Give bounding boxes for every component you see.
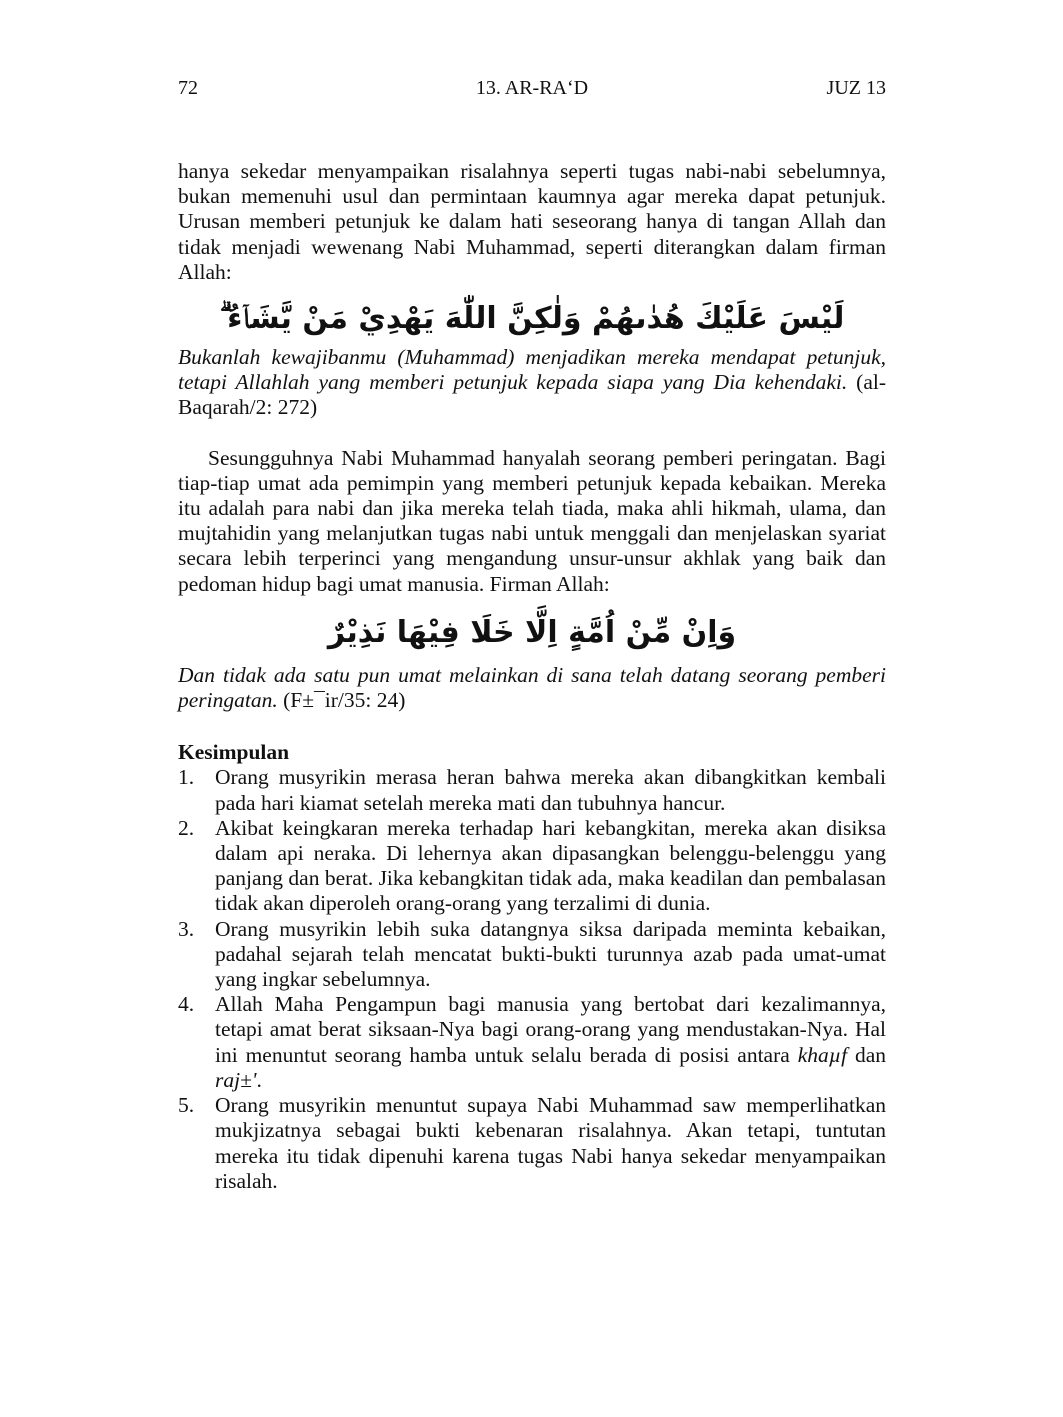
verse-2-reference: (F±¯ir/35: 24): [283, 688, 406, 713]
conclusion-heading: Kesimpulan: [178, 740, 290, 765]
page-body: [178, 159, 886, 1194]
list-item: [178, 816, 886, 917]
item-text: Orang musyrikin lebih suka datangnya siksa daripada meminta kebaikan, padahal sejarah telah mencatat bukti-bukti turunnya azab pada umat-umat yang ingkar sebelumnya.: [215, 916, 886, 992]
page-number: 72: [178, 77, 198, 99]
item-number: 1.: [178, 765, 195, 790]
item-number: 5.: [178, 1093, 195, 1118]
running-header: [178, 76, 886, 102]
paragraph-1: hanya sekedar menyampaikan risalahnya seperti tugas nabi-nabi sebelumnya, bukan memenuhi usul dan permintaan kaumnya agar mereka dapat petunjuk. Urusan memberi petunjuk ke dalam hati seseorang hanya di tangan Allah dan tidak menjadi wewenang Nabi Muhammad, seperti diterangkan dalam firman Allah:: [178, 159, 886, 284]
item-text: Orang musyrikin menuntut supaya Nabi Muhammad saw memperlihatkan mukjizatnya sebagai bukti kebenaran risalahnya. Akan tetapi, tuntutan mereka itu tidak dipenuhi karena tugas Nabi hanya sekedar menyampaikan risalah.: [215, 1093, 886, 1193]
item-number: 3.: [178, 916, 195, 941]
item-text: Allah Maha Pengampun bagi manusia yang bertobat dari kezalimannya, tetapi amat berat siksaan-Nya bagi orang-orang yang mendustakan-Nya. Hal ini menuntut seorang hamba untuk selalu berada di posisi antara: [215, 992, 886, 1067]
list-item: [178, 765, 886, 815]
item-text-end: .: [256, 1067, 262, 1092]
item-text-connector: dan: [854, 1042, 887, 1067]
chapter-title: 13. AR-RA‘D: [475, 77, 589, 99]
arabic-verse-1: لَيْسَ عَلَيْكَ هُدٰىهُمْ وَلٰكِنَّ اللّٰهَ يَهْدِيْ مَنْ يَّشَاۤءُ ۗ: [219, 301, 845, 337]
verse-1-reference: (al-Baqarah/2: 272): [178, 370, 887, 420]
term-raja: raj±': [215, 1067, 257, 1092]
conclusion-list: [178, 765, 886, 1193]
arabic-verse-2: وَاِنْ مِّنْ اُمَّةٍ اِلَّا خَلَا فِيْهَا نَذِيْرٌ: [327, 614, 737, 650]
verse-2-translation-block: [178, 663, 886, 713]
item-number: 4.: [178, 992, 195, 1017]
verse-2-translation: Dan tidak ada satu pun umat melainkan di sana telah datang seorang pemberi peringatan.: [178, 662, 886, 713]
term-khauf: khaµf: [797, 1042, 848, 1067]
paragraph-2: Sesungguhnya Nabi Muhammad hanyalah seorang pemberi peringatan. Bagi tiap-tiap umat ada pemimpin yang memberi petunjuk kepada kebaikan. Mereka itu adalah para nabi dan jika mereka telah tiada, maka ahli hikmah, ulama, dan mujtahidin yang melanjutkan tugas nabi untuk menggali dan menjelaskan syariat secara lebih terperinci yang mengandung unsur-unsur akhlak yang baik dan pedoman hidup bagi umat manusia. Firman Allah:: [178, 445, 886, 596]
list-item: [178, 992, 886, 1093]
item-number: 2.: [178, 815, 195, 840]
item-text: Orang musyrikin merasa heran bahwa mereka akan dibangkitkan kembali pada hari kiamat setelah mereka mati dan tubuhnya hancur.: [215, 765, 886, 815]
list-item: [178, 917, 886, 993]
verse-1-translation: Bukanlah kewajibanmu (Muhammad) menjadikan mereka mendapat petunjuk, tetapi Allahlah yang memberi petunjuk kepada siapa yang Dia kehendaki.: [178, 345, 886, 395]
juz-label: JUZ 13: [826, 77, 886, 99]
list-item: [178, 1093, 886, 1194]
verse-1-translation-block: [178, 345, 886, 421]
item-text: Akibat keingkaran mereka terhadap hari kebangkitan, mereka akan disiksa dalam api neraka. Di lehernya akan dipasangkan belenggu-belenggu yang panjang dan berat. Jika kebangkitan tidak ada, maka keadilan dan pembalasan tidak akan diperoleh orang-orang yang terzalimi di dunia.: [215, 815, 887, 916]
